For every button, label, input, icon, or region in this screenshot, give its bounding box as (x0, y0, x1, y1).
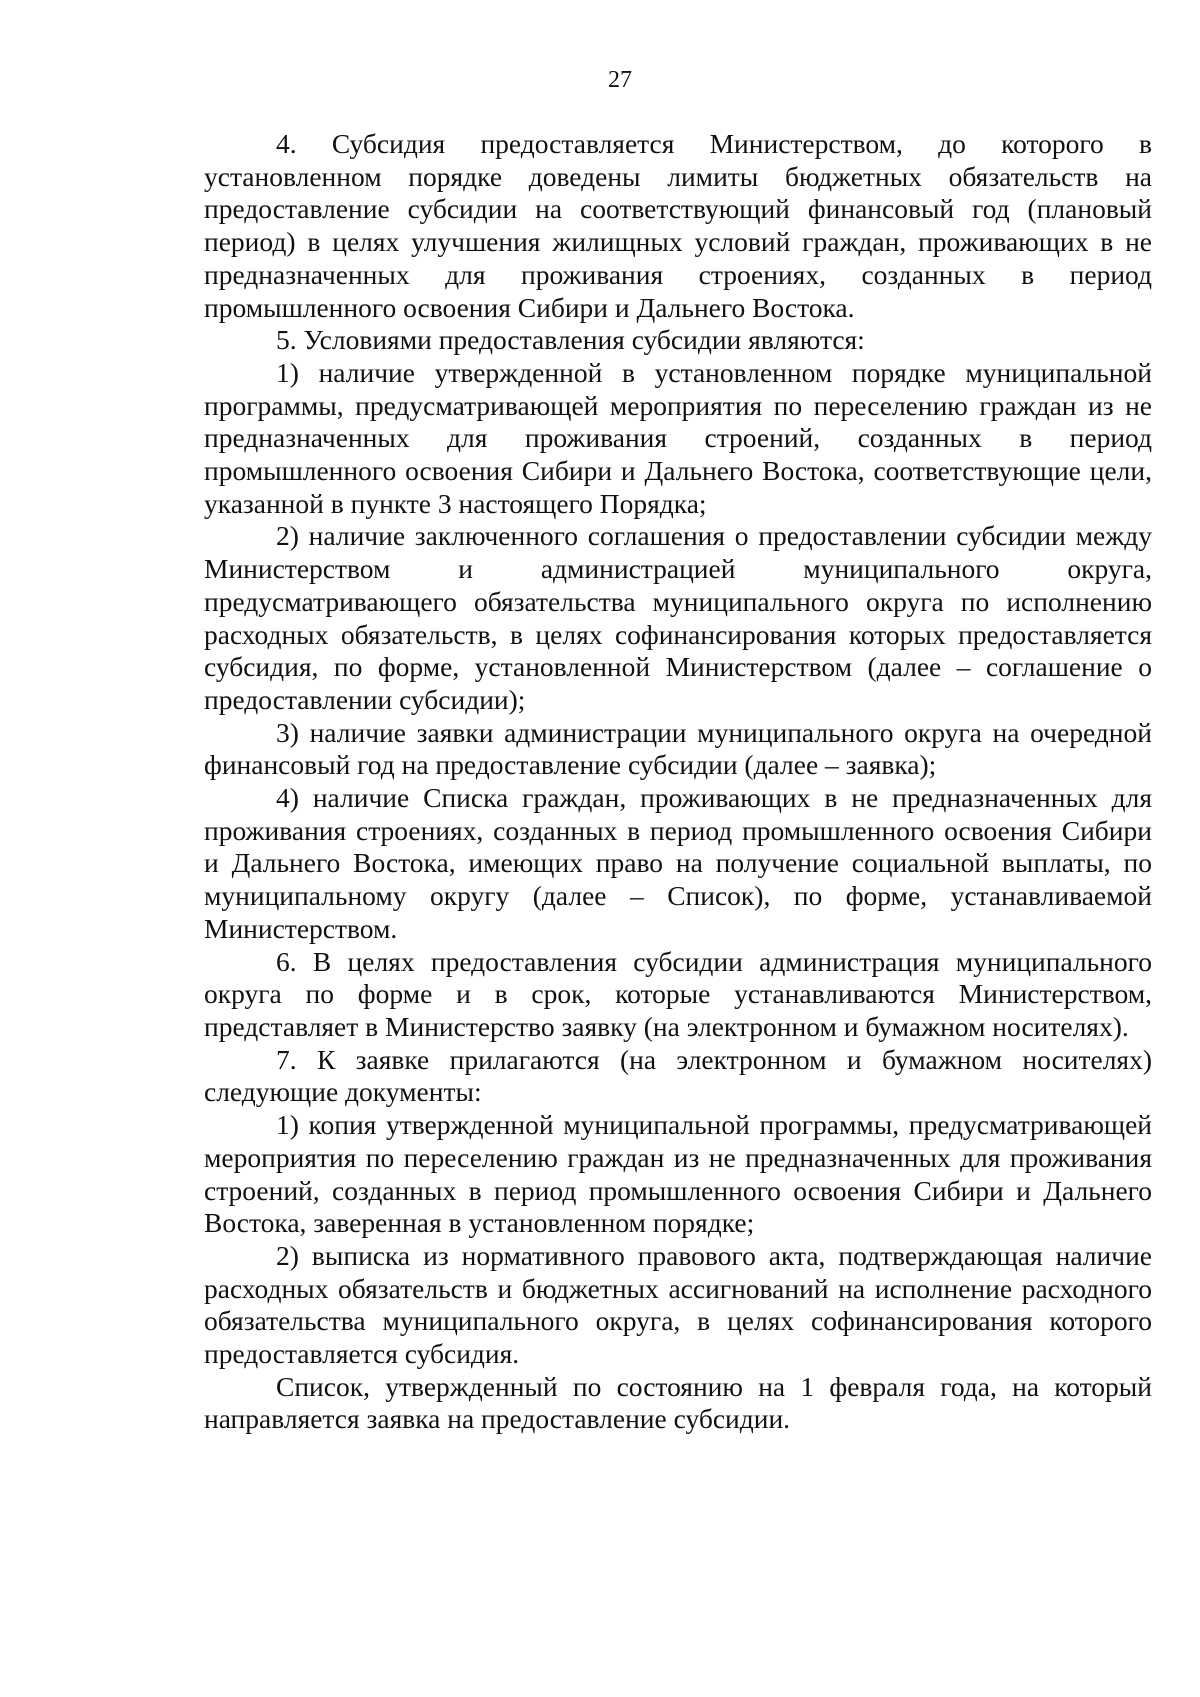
paragraph-item-4: 4. Субсидия предоставляется Министерством, до которого в установленном порядке доведены лимиты бюджетных обязательств на предоставление субсидии на соответствующий финансовый год (плановый период) в целях улучшения жилищных условий граждан, проживающих в не предназначенных для проживания строениях, созданных в период промышленного освоения Сибири и Дальнего Востока. (204, 128, 1152, 323)
paragraph-item-7: 7. К заявке прилагаются (на электронном и бумажном носителях) следующие документы: (204, 1043, 1152, 1108)
paragraph-subitem-5-1: 1) наличие утвержденной в установленном порядке муниципальной программы, предусматривающей мероприятия по переселению граждан из не предназначенных для проживания строений, созданных в период промышленного освоения Сибири и Дальнего Востока, соответствующие цели, указанной в пункте 3 настоящего Порядка; (204, 356, 1152, 519)
paragraph-subitem-5-4: 4) наличие Списка граждан, проживающих в не предназначенных для проживания строениях, созданных в период промышленного освоения Сибири и Дальнего Востока, имеющих право на получение социальной выплаты, по муниципальному округу (далее – Список), по форме, устанавливаемой Министерством. (204, 782, 1152, 944)
paragraph-item-5: 5. Условиями предоставления субсидии являются: (276, 324, 865, 356)
paragraph-subitem-5-3: 3) наличие заявки администрации муниципального округа на очередной финансовый год на предоставление субсидии (далее – заявка); (204, 716, 1152, 781)
page-number: 27 (608, 67, 632, 93)
paragraph-list-note: Список, утвержденный по состоянию на 1 февраля года, на который направляется заявка на предоставление субсидии. (204, 1370, 1152, 1435)
paragraph-item-6: 6. В целях предоставления субсидии администрация муниципального округа по форме и в срок, которые устанавливаются Министерством, представляет в Министерство заявку (на электронном и бумажном носителях). (204, 945, 1152, 1042)
paragraph-subitem-7-2: 2) выписка из нормативного правового акта, подтверждающая наличие расходных обязательств и бюджетных ассигнований на исполнение расходного обязательства муниципального округа, в целях софинансирования которого предоставляется субсидия. (204, 1239, 1152, 1370)
paragraph-subitem-7-1: 1) копия утвержденной муниципальной программы, предусматривающей мероприятия по переселению граждан из не предназначенных для проживания строений, созданных в период промышленного освоения Сибири и Дальнего Востока, заверенная в установленном порядке; (204, 1109, 1152, 1239)
document-body (204, 128, 1152, 1436)
paragraph-subitem-5-2: 2) наличие заключенного соглашения о предоставлении субсидии между Министерством и администрацией муниципального округа, предусматривающего обязательства муниципального округа по исполнению расходных обязательств, в целях софинансирования которых предоставляется субсидия, по форме, установленной Министерством (далее – соглашение о предоставлении субсидии); (204, 520, 1152, 715)
